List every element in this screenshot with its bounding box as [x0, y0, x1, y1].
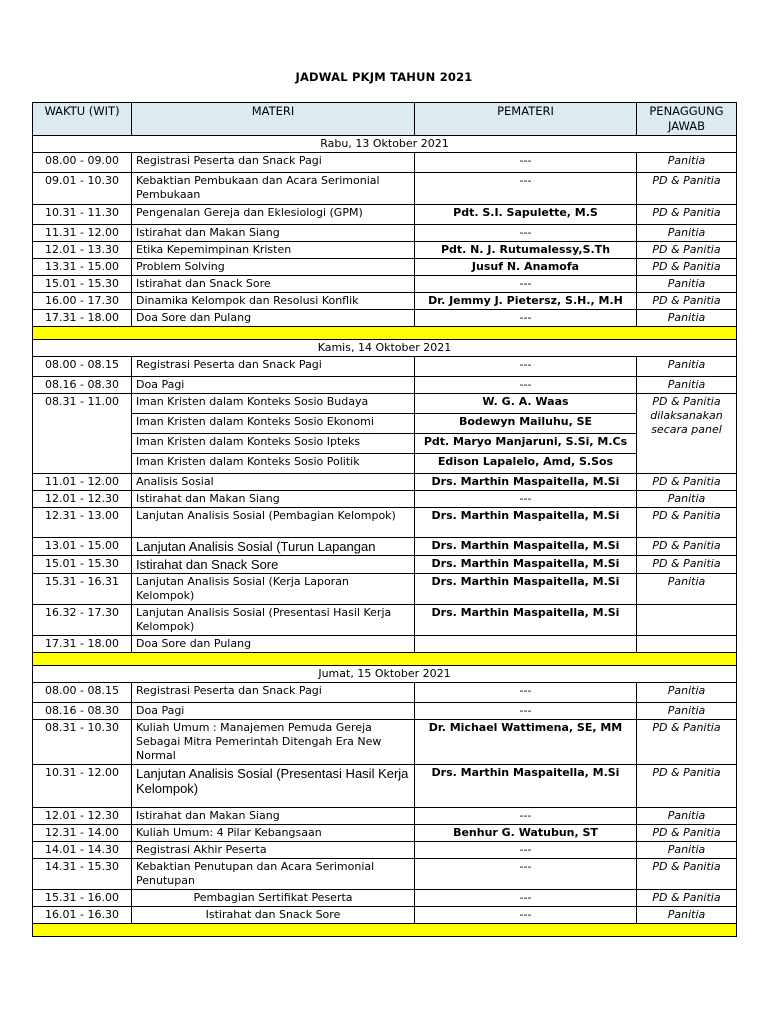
speaker-cell: ---: [415, 842, 637, 859]
schedule-row: [33, 205, 737, 225]
schedule-row: [33, 859, 737, 890]
topic-cell: Kuliah Umum : Manajemen Pemuda Gereja Sebagai Mitra Pemerintah Ditengah Era New Normal: [132, 720, 415, 765]
responsible-cell: Panitia: [637, 574, 737, 605]
topic-cell: Registrasi Peserta dan Snack Pagi: [132, 683, 415, 703]
speaker-cell: ---: [415, 703, 637, 720]
time-cell: 12.31 - 14.00: [33, 825, 132, 842]
day-header-row: [33, 340, 737, 357]
speaker-cell: ---: [415, 808, 637, 825]
speaker-cell: Drs. Marthin Maspaitella, M.Si: [415, 474, 637, 491]
speaker-cell: ---: [415, 357, 637, 377]
schedule-row: [33, 907, 737, 924]
schedule-row: [33, 225, 737, 242]
time-cell: 17.31 - 18.00: [33, 636, 132, 653]
schedule-row: [33, 842, 737, 859]
schedule-row: [33, 377, 737, 394]
responsible-cell: PD & Panitia: [637, 765, 737, 808]
schedule-row: [33, 538, 737, 556]
responsible-cell: PD & Panitia: [637, 205, 737, 225]
speaker-cell: Drs. Marthin Maspaitella, M.Si: [415, 574, 637, 605]
time-cell: 08.00 - 09.00: [33, 153, 132, 173]
time-cell: 15.01 - 15.30: [33, 276, 132, 293]
topic-cell: Istirahat dan Makan Siang: [132, 491, 415, 508]
responsible-cell: Panitia: [637, 357, 737, 377]
speaker-cell: Drs. Marthin Maspaitella, M.Si: [415, 605, 637, 636]
header-waktu: WAKTU (WIT): [33, 103, 132, 136]
responsible-cell: Panitia: [637, 683, 737, 703]
schedule-row: [33, 276, 737, 293]
speaker-cell: Pdt. N. J. Rutumalessy,S.Th: [415, 242, 637, 259]
schedule-row: [33, 242, 737, 259]
time-cell: 08.00 - 08.15: [33, 683, 132, 703]
topic-cell: Iman Kristen dalam Konteks Sosio Politik: [132, 454, 415, 474]
header-row: [33, 103, 737, 136]
time-cell: 13.31 - 15.00: [33, 259, 132, 276]
topic-cell: Kebaktian Pembukaan dan Acara Serimonial Pembukaan: [132, 173, 415, 205]
day-separator: [33, 653, 737, 666]
separator-cell: [33, 653, 737, 666]
topic-cell: Istirahat dan Makan Siang: [132, 808, 415, 825]
speaker-cell: W. G. A. Waas: [415, 394, 637, 414]
responsible-cell: Panitia: [637, 842, 737, 859]
schedule-row: [33, 574, 737, 605]
topic-cell: Doa Sore dan Pulang: [132, 636, 415, 653]
schedule-row: [33, 357, 737, 377]
responsible-cell: PD & Panitia: [637, 259, 737, 276]
schedule-row: [33, 310, 737, 327]
day-label: Jumat, 15 Oktober 2021: [33, 666, 737, 683]
time-cell: 16.32 - 17.30: [33, 605, 132, 636]
topic-cell: Pembagian Sertifikat Peserta: [132, 890, 415, 907]
topic-cell: Doa Pagi: [132, 377, 415, 394]
day-header-row: [33, 136, 737, 153]
topic-cell: Lanjutan Analisis Sosial (Presentasi Hasil Kerja Kelompok): [132, 765, 415, 808]
responsible-cell: Panitia: [637, 808, 737, 825]
topic-cell: Registrasi Akhir Peserta: [132, 842, 415, 859]
day-header-row: [33, 666, 737, 683]
topic-cell: Dinamika Kelompok dan Resolusi Konflik: [132, 293, 415, 310]
speaker-cell: ---: [415, 310, 637, 327]
time-cell: 12.01 - 12.30: [33, 491, 132, 508]
time-cell: 12.01 - 13.30: [33, 242, 132, 259]
topic-cell: Analisis Sosial: [132, 474, 415, 491]
responsible-cell: Panitia: [637, 703, 737, 720]
schedule-row: [33, 765, 737, 808]
time-cell: 16.00 - 17.30: [33, 293, 132, 310]
header-penanggung-jawab: PENAGGUNG JAWAB: [637, 103, 737, 136]
responsible-cell: PD & Panitia: [637, 242, 737, 259]
time-cell: 08.00 - 08.15: [33, 357, 132, 377]
topic-cell: Istirahat dan Snack Sore: [132, 907, 415, 924]
panel-row: [33, 414, 737, 434]
time-cell: 09.01 - 10.30: [33, 173, 132, 205]
day-separator: [33, 327, 737, 340]
speaker-cell: ---: [415, 225, 637, 242]
panel-row: [33, 434, 737, 454]
responsible-cell: Panitia: [637, 907, 737, 924]
speaker-cell: Pdt. Maryo Manjaruni, S.Si, M.Cs: [415, 434, 637, 454]
day-label: Rabu, 13 Oktober 2021: [33, 136, 737, 153]
schedule-row: [33, 720, 737, 765]
speaker-cell: Edison Lapalelo, Amd, S.Sos: [415, 454, 637, 474]
topic-cell: Iman Kristen dalam Konteks Sosio Budaya: [132, 394, 415, 414]
speaker-cell: Drs. Marthin Maspaitella, M.Si: [415, 765, 637, 808]
speaker-cell: Pdt. S.I. Sapulette, M.S: [415, 205, 637, 225]
header-pemateri: PEMATERI: [415, 103, 637, 136]
speaker-cell: Drs. Marthin Maspaitella, M.Si: [415, 508, 637, 538]
topic-cell: Doa Pagi: [132, 703, 415, 720]
responsible-cell: PD & Panitia: [637, 173, 737, 205]
page-title: JADWAL PKJM TAHUN 2021: [295, 70, 473, 84]
speaker-cell: ---: [415, 859, 637, 890]
schedule-row: [33, 556, 737, 574]
topic-cell: Lanjutan Analisis Sosial (Turun Lapangan: [132, 538, 415, 556]
schedule-row: [33, 605, 737, 636]
schedule-row: [33, 153, 737, 173]
topic-cell: Istirahat dan Snack Sore: [132, 276, 415, 293]
time-cell: 11.01 - 12.00: [33, 474, 132, 491]
topic-cell: Lanjutan Analisis Sosial (Presentasi Hasil Kerja Kelompok): [132, 605, 415, 636]
responsible-cell: Panitia: [637, 491, 737, 508]
schedule-row: [33, 636, 737, 653]
topic-cell: Iman Kristen dalam Konteks Sosio Ipteks: [132, 434, 415, 454]
responsible-cell: PD & Panitia: [637, 890, 737, 907]
time-cell: 08.16 - 08.30: [33, 703, 132, 720]
schedule-row: [33, 825, 737, 842]
responsible-cell: PD & Panitia: [637, 508, 737, 538]
time-cell: 08.31 - 11.00: [33, 394, 132, 474]
speaker-cell: Drs. Marthin Maspaitella, M.Si: [415, 556, 637, 574]
topic-cell: Lanjutan Analisis Sosial (Pembagian Kelompok): [132, 508, 415, 538]
panel-row: [33, 454, 737, 474]
speaker-cell: ---: [415, 276, 637, 293]
responsible-cell: Panitia: [637, 377, 737, 394]
topic-cell: Istirahat dan Makan Siang: [132, 225, 415, 242]
time-cell: 16.01 - 16.30: [33, 907, 132, 924]
topic-cell: Etika Kepemimpinan Kristen: [132, 242, 415, 259]
speaker-cell: ---: [415, 890, 637, 907]
speaker-cell: Drs. Marthin Maspaitella, M.Si: [415, 538, 637, 556]
speaker-cell: Jusuf N. Anamofa: [415, 259, 637, 276]
schedule-row: [33, 703, 737, 720]
time-cell: 15.31 - 16.00: [33, 890, 132, 907]
schedule-row: [33, 508, 737, 538]
topic-cell: Doa Sore dan Pulang: [132, 310, 415, 327]
schedule-row: [33, 890, 737, 907]
topic-cell: Kuliah Umum: 4 Pilar Kebangsaan: [132, 825, 415, 842]
time-cell: 08.16 - 08.30: [33, 377, 132, 394]
speaker-cell: ---: [415, 153, 637, 173]
topic-cell: Registrasi Peserta dan Snack Pagi: [132, 357, 415, 377]
topic-cell: Istirahat dan Snack Sore: [132, 556, 415, 574]
topic-cell: Registrasi Peserta dan Snack Pagi: [132, 153, 415, 173]
schedule-row: [33, 293, 737, 310]
speaker-cell: Benhur G. Watubun, ST: [415, 825, 637, 842]
time-cell: 15.31 - 16.31: [33, 574, 132, 605]
header-materi: MATERI: [132, 103, 415, 136]
responsible-cell: PD & Panitia: [637, 720, 737, 765]
speaker-cell: ---: [415, 377, 637, 394]
responsible-cell: Panitia: [637, 225, 737, 242]
schedule-row: [33, 491, 737, 508]
speaker-cell: Dr. Michael Wattimena, SE, MM: [415, 720, 637, 765]
topic-cell: Lanjutan Analisis Sosial (Kerja Laporan Kelompok): [132, 574, 415, 605]
speaker-cell: [415, 636, 637, 653]
responsible-cell: [637, 605, 737, 636]
schedule-row: [33, 259, 737, 276]
speaker-cell: ---: [415, 907, 637, 924]
topic-cell: Kebaktian Penutupan dan Acara Serimonial Penutupan: [132, 859, 415, 890]
time-cell: 12.31 - 13.00: [33, 508, 132, 538]
responsible-cell: PD & Panitia: [637, 825, 737, 842]
schedule-body: [33, 136, 737, 937]
day-separator: [33, 924, 737, 937]
time-cell: 10.31 - 12.00: [33, 765, 132, 808]
time-cell: 14.31 - 15.30: [33, 859, 132, 890]
responsible-cell: PD & Panitia: [637, 556, 737, 574]
schedule-row: [33, 683, 737, 703]
time-cell: 13.01 - 15.00: [33, 538, 132, 556]
topic-cell: Problem Solving: [132, 259, 415, 276]
time-cell: 17.31 - 18.00: [33, 310, 132, 327]
panel-row: [33, 394, 737, 414]
time-cell: 08.31 - 10.30: [33, 720, 132, 765]
speaker-cell: Dr. Jemmy J. Pietersz, S.H., M.H: [415, 293, 637, 310]
schedule-row: [33, 808, 737, 825]
responsible-cell: [637, 636, 737, 653]
responsible-cell: Panitia: [637, 276, 737, 293]
responsible-cell: PD & Panitia dilaksanakan secara panel: [637, 394, 737, 474]
responsible-cell: PD & Panitia: [637, 474, 737, 491]
time-cell: 14.01 - 14.30: [33, 842, 132, 859]
responsible-cell: Panitia: [637, 153, 737, 173]
responsible-cell: PD & Panitia: [637, 293, 737, 310]
schedule-row: [33, 173, 737, 205]
day-label: Kamis, 14 Oktober 2021: [33, 340, 737, 357]
speaker-cell: ---: [415, 683, 637, 703]
time-cell: 10.31 - 11.30: [33, 205, 132, 225]
separator-cell: [33, 924, 737, 937]
responsible-cell: Panitia: [637, 310, 737, 327]
speaker-cell: ---: [415, 491, 637, 508]
schedule-row: [33, 474, 737, 491]
speaker-cell: ---: [415, 173, 637, 205]
time-cell: 12.01 - 12.30: [33, 808, 132, 825]
schedule-table: [32, 102, 737, 937]
time-cell: 11.31 - 12.00: [33, 225, 132, 242]
speaker-cell: Bodewyn Mailuhu, SE: [415, 414, 637, 434]
separator-cell: [33, 327, 737, 340]
time-cell: 15.01 - 15.30: [33, 556, 132, 574]
responsible-cell: PD & Panitia: [637, 538, 737, 556]
topic-cell: Iman Kristen dalam Konteks Sosio Ekonomi: [132, 414, 415, 434]
responsible-cell: PD & Panitia: [637, 859, 737, 890]
topic-cell: Pengenalan Gereja dan Eklesiologi (GPM): [132, 205, 415, 225]
